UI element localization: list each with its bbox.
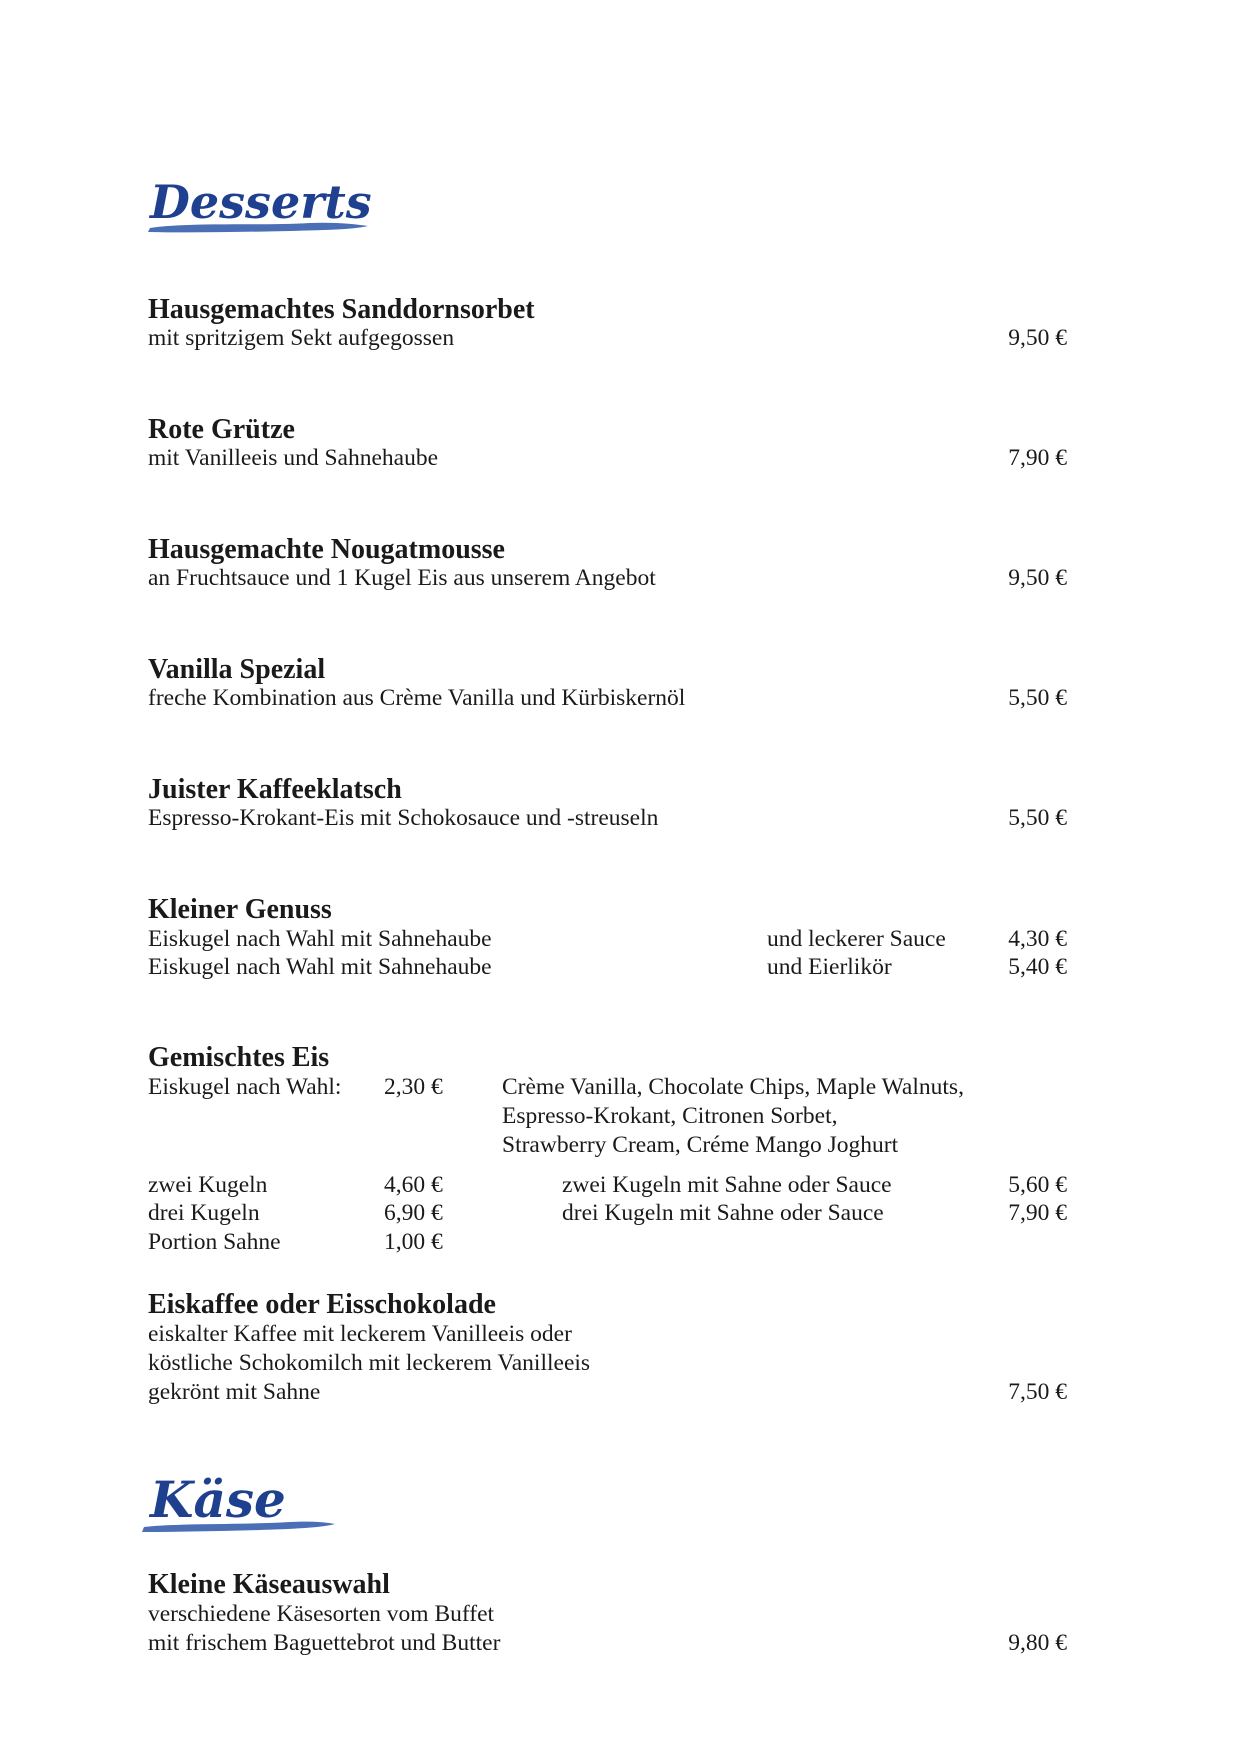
kleiner-genuss-row-price: 5,40 € [1008, 954, 1067, 980]
flavor-line: Strawberry Cream, Créme Mango Joghurt [502, 1132, 899, 1158]
eis-option-price: 5,60 € [1008, 1172, 1067, 1198]
kaese-line: mit frischem Baguettebrot und Butter [148, 1630, 501, 1656]
desserts-heading-text: Desserts [150, 175, 372, 229]
kleiner-genuss-row-extra: und leckerer Sauce [767, 926, 946, 952]
eis-option-label: drei Kugeln mit Sahne oder Sauce [562, 1200, 884, 1226]
item-price: 7,90 € [1008, 445, 1067, 471]
item-title: Hausgemachtes Sanddornsorbet [148, 294, 535, 325]
eiskaffee-line: eiskalter Kaffee mit leckerem Vanilleeis oder [148, 1321, 572, 1347]
desserts-heading [140, 170, 375, 245]
eis-option-label: Portion Sahne [148, 1229, 281, 1255]
eis-option-label: zwei Kugeln mit Sahne oder Sauce [562, 1172, 892, 1198]
eis-option-label: zwei Kugeln [148, 1172, 268, 1198]
eis-option-price: 1,00 € [384, 1229, 443, 1255]
gemischtes-eis-title: Gemischtes Eis [148, 1042, 330, 1073]
kleiner-genuss-title: Kleiner Genuss [148, 894, 332, 925]
eiskaffee-line: gekrönt mit Sahne [148, 1379, 321, 1405]
eis-option-price: 6,90 € [384, 1200, 443, 1226]
item-description: an Fruchtsauce und 1 Kugel Eis aus unserem Angebot [148, 565, 656, 591]
flavor-line: Espresso-Krokant, Citronen Sorbet, [502, 1103, 838, 1129]
item-title: Hausgemachte Nougatmousse [148, 534, 505, 565]
eiskaffee-price: 7,50 € [1008, 1379, 1067, 1405]
eiskaffee-line: köstliche Schokomilch mit leckerem Vanilleeis [148, 1350, 591, 1376]
kaese-price: 9,80 € [1008, 1630, 1067, 1656]
item-title: Juister Kaffeeklatsch [148, 774, 402, 805]
kaese-heading [140, 1465, 340, 1545]
item-price: 9,50 € [1008, 565, 1067, 591]
kaese-heading-text: Käse [150, 1470, 286, 1529]
kleiner-genuss-row-desc: Eiskugel nach Wahl mit Sahnehaube [148, 926, 492, 952]
kaese-title: Kleine Käseauswahl [148, 1569, 390, 1600]
eiskaffee-title: Eiskaffee oder Eisschokolade [148, 1289, 496, 1320]
kaese-line: verschiedene Käsesorten vom Buffet [148, 1601, 495, 1627]
item-price: 5,50 € [1008, 685, 1067, 711]
eis-option-price: 4,60 € [384, 1172, 443, 1198]
item-price: 9,50 € [1008, 325, 1067, 351]
item-description: mit Vanilleeis und Sahnehaube [148, 445, 438, 471]
item-description: freche Kombination aus Crème Vanilla und Kürbiskernöl [148, 685, 686, 711]
scoop-label: Eiskugel nach Wahl: [148, 1074, 342, 1100]
item-description: mit spritzigem Sekt aufgegossen [148, 325, 455, 351]
item-price: 5,50 € [1008, 805, 1067, 831]
eis-option-price: 7,90 € [1008, 1200, 1067, 1226]
kleiner-genuss-row-price: 4,30 € [1008, 926, 1067, 952]
item-title: Vanilla Spezial [148, 654, 326, 685]
eis-option-label: drei Kugeln [148, 1200, 260, 1226]
flavor-line: Crème Vanilla, Chocolate Chips, Maple Walnuts, [502, 1074, 964, 1100]
scoop-price: 2,30 € [384, 1074, 443, 1100]
kleiner-genuss-row-desc: Eiskugel nach Wahl mit Sahnehaube [148, 954, 492, 980]
item-description: Espresso-Krokant-Eis mit Schokosauce und -streuseln [148, 805, 659, 831]
item-title: Rote Grütze [148, 414, 295, 445]
kleiner-genuss-row-extra: und Eierlikör [767, 954, 892, 980]
